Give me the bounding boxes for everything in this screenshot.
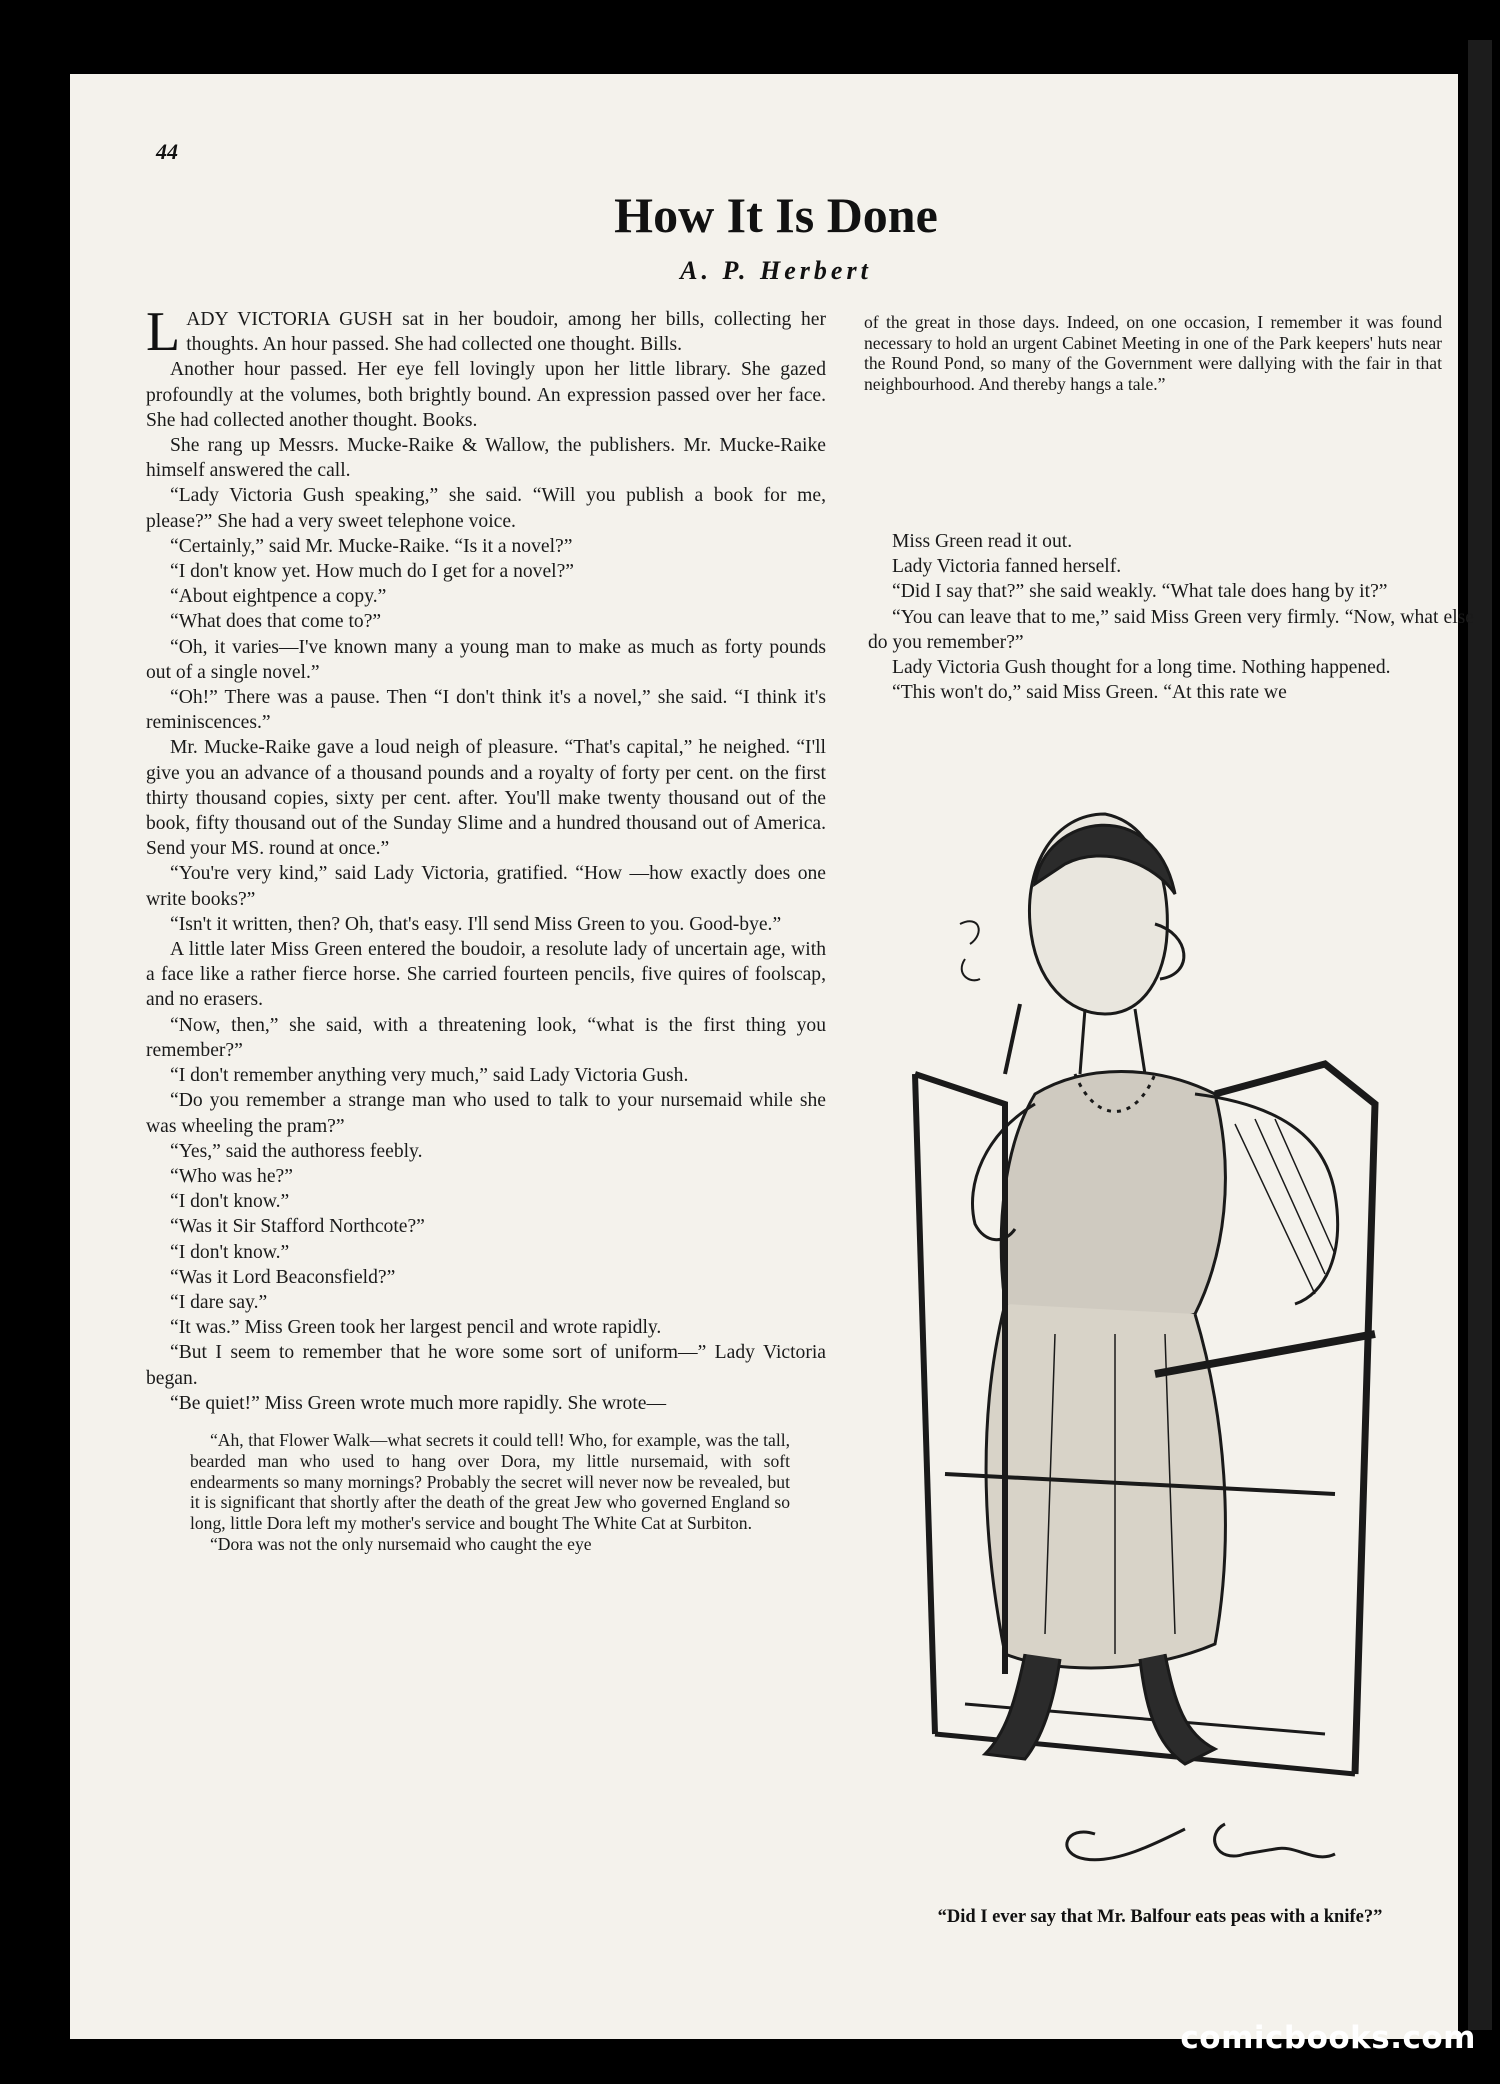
quote-paragraph: “Ah, that Flower Walk—what secrets it could tell! Who, for example, was the tall, bearded man who used to hang over Dora, my little nursemaid, with soft endearments so many mornings? Probably the secret will never now be revealed, but it is significant that shortly after the death of the great Jew who governed England so long, little Dora left my mother's service and bought The White Cat at Surbiton. [190, 1429, 790, 1534]
paragraph: Lady Victoria fanned herself. [892, 556, 1122, 578]
paragraph: Mr. Mucke-Raike gave a loud neigh of pleasure. “That's capital,” he neighed. “I'll give you an advance of a thousand pounds and a royalty of forty per cent. on the first thirty thousand copies, sixty per cent. after. You'll make twenty thousand out of the book, fifty thousand out of the Sunday Slime and a hundred thousand out of America. Send your MS. round at once.” [146, 737, 826, 860]
article-author: A. P. Herbert [680, 256, 872, 285]
paragraph: “Certainly,” said Mr. Mucke-Raike. “Is it a novel?” [170, 535, 573, 557]
paragraph: “I dare say.” [170, 1291, 268, 1313]
paragraph: “Isn't it written, then? Oh, that's easy. I'll send Miss Green to you. Good-bye.” [170, 913, 782, 935]
right-column-paragraphs [868, 529, 1474, 705]
paragraph: “You're very kind,” said Lady Victoria, gratified. “How —how exactly does one write books?” [146, 863, 826, 910]
right-column-quote [864, 312, 1442, 394]
paragraph: Another hour passed. Her eye fell lovingly upon her little library. She gazed profoundly at the volumes, both brightly bound. An expression passed over her face. She had collected another thought. Books. [146, 359, 826, 431]
block-quote [190, 1430, 790, 1555]
paragraph: “I don't know.” [170, 1191, 290, 1213]
drop-cap: L [146, 301, 181, 363]
paragraph: “Now, then,” she said, with a threatening look, “what is the first thing you remember?” [146, 1014, 826, 1061]
paragraph: “It was.” Miss Green took her largest pencil and wrote rapidly. [170, 1317, 662, 1339]
paragraph: “Lady Victoria Gush speaking,” she said. “Will you publish a book for me, please?” She had a very sweet telephone voice. [146, 485, 826, 532]
paragraph: “You can leave that to me,” said Miss Green very firmly. “Now, what else do you remember?” [868, 606, 1474, 653]
paragraph: “Oh!” There was a pause. Then “I don't think it's a novel,” she said. “I think it's reminiscences.” [146, 687, 826, 734]
left-column [146, 301, 826, 1555]
paragraph: “I don't remember anything very much,” said Lady Victoria Gush. [170, 1065, 689, 1087]
paragraph: Lady Victoria Gush thought for a long time. Nothing happened. [892, 657, 1391, 679]
illustration-caption: “Did I ever say that Mr. Balfour eats peas with a knife?” [937, 1907, 1383, 1927]
first-paragraph-text: ADY VICTORIA GUSH sat in her boudoir, among her bills, collecting her thoughts. An hour passed. She had collected one thought. Bills. [186, 309, 826, 356]
page-number: 44 [156, 139, 178, 164]
paragraph: “This won't do,” said Miss Green. “At this rate we [892, 682, 1287, 704]
paragraph: Miss Green read it out. [892, 531, 1073, 552]
first-paragraph [146, 301, 826, 363]
paragraph: “I don't know yet. How much do I get for a novel?” [170, 561, 574, 583]
watermark: comicbooks.com [1180, 2020, 1476, 2056]
paragraph: “About eightpence a copy.” [170, 586, 387, 608]
paragraph: “Was it Lord Beaconsfield?” [170, 1266, 396, 1288]
left-paragraphs [146, 357, 826, 1416]
paragraph: “What does that come to?” [170, 611, 382, 633]
page-spine-shadow [1468, 40, 1492, 2030]
paragraph: “Yes,” said the authoress feebly. [170, 1140, 423, 1162]
paragraph: “Do you remember a strange man who used to talk to your nursemaid while she was wheeling the pram?” [146, 1090, 826, 1137]
paragraph: “Did I say that?” she said weakly. “What tale does hang by it?” [892, 581, 1388, 603]
paragraph: She rang up Messrs. Mucke-Raike & Wallow, the publishers. Mr. Mucke-Raike himself answered the call. [146, 435, 826, 482]
paragraph: “Who was he?” [170, 1165, 293, 1187]
paragraph: A little later Miss Green entered the boudoir, a resolute lady of uncertain age, with a face like a rather fierce horse. She carried fourteen pencils, five quires of foolscap, and no erasers. [146, 939, 826, 1011]
paragraph: “Oh, it varies—I've known many a young man to make as much as forty pounds out of a single novel.” [146, 636, 826, 683]
article-title: How It Is Done [614, 187, 938, 243]
illustration-seated-woman [855, 774, 1455, 1899]
quote-paragraph: “Dora was not the only nursemaid who caught the eye [210, 1533, 592, 1554]
paragraph: “But I seem to remember that he wore some sort of uniform—” Lady Victoria began. [146, 1342, 826, 1389]
paragraph: “Be quiet!” Miss Green wrote much more rapidly. She wrote— [170, 1392, 667, 1414]
quote-continued: of the great in those days. Indeed, on one occasion, I remember it was found necessary to hold an urgent Cabinet Meeting in one of the Park keepers' huts near the Round Pond, so many of the Government were dallying with the fair in that neighbourhood. And thereby hangs a tale.” [864, 312, 1442, 394]
paragraph: “Was it Sir Stafford Northcote?” [170, 1216, 425, 1238]
paragraph: “I don't know.” [170, 1241, 290, 1263]
